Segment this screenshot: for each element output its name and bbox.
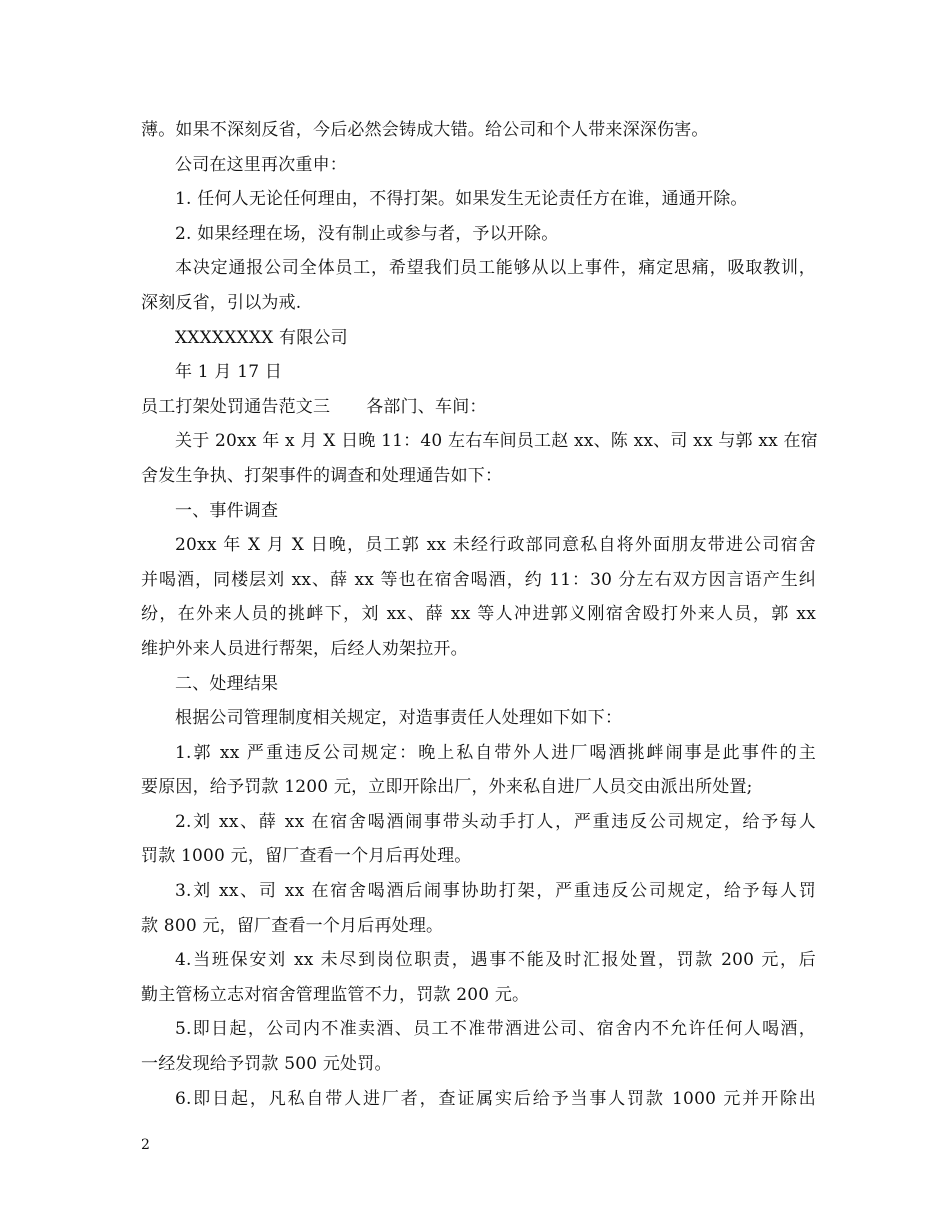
paragraph-line: 舍发生争执、打架事件的调查和处理通告如下：: [141, 465, 503, 486]
list-item: 3.刘 xx、司 xx 在宿舍喝酒后闹事协助打架，严重违反公司规定，给予每人罚: [175, 881, 816, 902]
subsection-heading: 二、处理结果: [175, 673, 279, 694]
list-item: 6.即日起，凡私自带人进厂者，查证属实后给予当事人罚款 1000 元并开除出: [175, 1088, 816, 1109]
company-signature: XXXXXXXX 有限公司: [175, 327, 348, 348]
paragraph-line: 本决定通报公司全体员工，希望我们员工能够从以上事件，痛定思痛，吸取教训，: [175, 258, 816, 279]
subsection-heading: 一、事件调查: [175, 500, 279, 521]
list-item: 1. 任何人无论任何理由，不得打架。如果发生无论责任方在谁，通通开除。: [175, 189, 748, 210]
list-item: 款 800 元，留厂查看一个月后再处理。: [141, 915, 444, 936]
document-body: [141, 113, 816, 1116]
list-item: 要原因，给予罚款 1200 元，立即开除出厂，外来私自进厂人员交由派出所处置;: [141, 777, 753, 798]
paragraph-line: 薄。如果不深刻反省，今后必然会铸成大错。给公司和个人带来深深伤害。: [141, 120, 709, 140]
paragraph-line: 纷，在外来人员的挑衅下，刘 xx、薛 xx 等人冲进郭义刚宿舍殴打外来人员，郭 xx: [141, 604, 816, 625]
paragraph-line: 20xx 年 X 月 X 日晚，员工郭 xx 未经行政部同意私自将外面朋友带进公司宿舍: [175, 535, 816, 556]
heading-title: 员工打架处罚通告范文三: [141, 396, 331, 417]
list-item: 2. 如果经理在场，没有制止或参与者，予以开除。: [175, 223, 559, 244]
page-number: 2: [141, 1137, 150, 1153]
list-item: 勤主管杨立志对宿舍管理监管不力，罚款 200 元。: [141, 984, 530, 1005]
list-item: 4.当班保安刘 xx 未尽到岗位职责，遇事不能及时汇报处置，罚款 200 元，后: [175, 950, 816, 971]
paragraph-line: 深刻反省，引以为戒.: [141, 292, 302, 313]
paragraph-line: 并喝酒，同楼层刘 xx、薛 xx 等也在宿舍喝酒，约 11：30 分左右双方因言语产生纠: [141, 569, 816, 590]
heading-recipient: 各部门、车间：: [366, 396, 487, 417]
paragraph-line: 维护外来人员进行帮架，后经人劝架拉开。: [141, 638, 468, 659]
list-item: 1.郭 xx 严重违反公司规定：晚上私自带外人进厂喝酒挑衅闹事是此事件的主: [175, 742, 816, 763]
list-item: 罚款 1000 元，留厂查看一个月后再处理。: [141, 846, 472, 867]
paragraph-line: 公司在这里再次重申：: [175, 154, 347, 175]
paragraph-line: 根据公司管理制度相关规定，对造事责任人处理如下如下：: [175, 708, 623, 729]
signature-date: 年 1 月 17 日: [175, 362, 283, 383]
list-item: 5.即日起，公司内不准卖酒、员工不准带酒进公司、宿舍内不允许任何人喝酒，: [175, 1019, 816, 1040]
paragraph-line: 关于 20xx 年 x 月 X 日晚 11：40 左右车间员工赵 xx、陈 xx、司 xx 与郭 xx 在宿: [175, 431, 818, 452]
section-heading: [141, 390, 816, 425]
list-item: 2.刘 xx、薛 xx 在宿舍喝酒闹事带头动手打人，严重违反公司规定，给予每人: [175, 811, 816, 832]
list-item: 一经发现给予罚款 500 元处罚。: [141, 1054, 392, 1075]
